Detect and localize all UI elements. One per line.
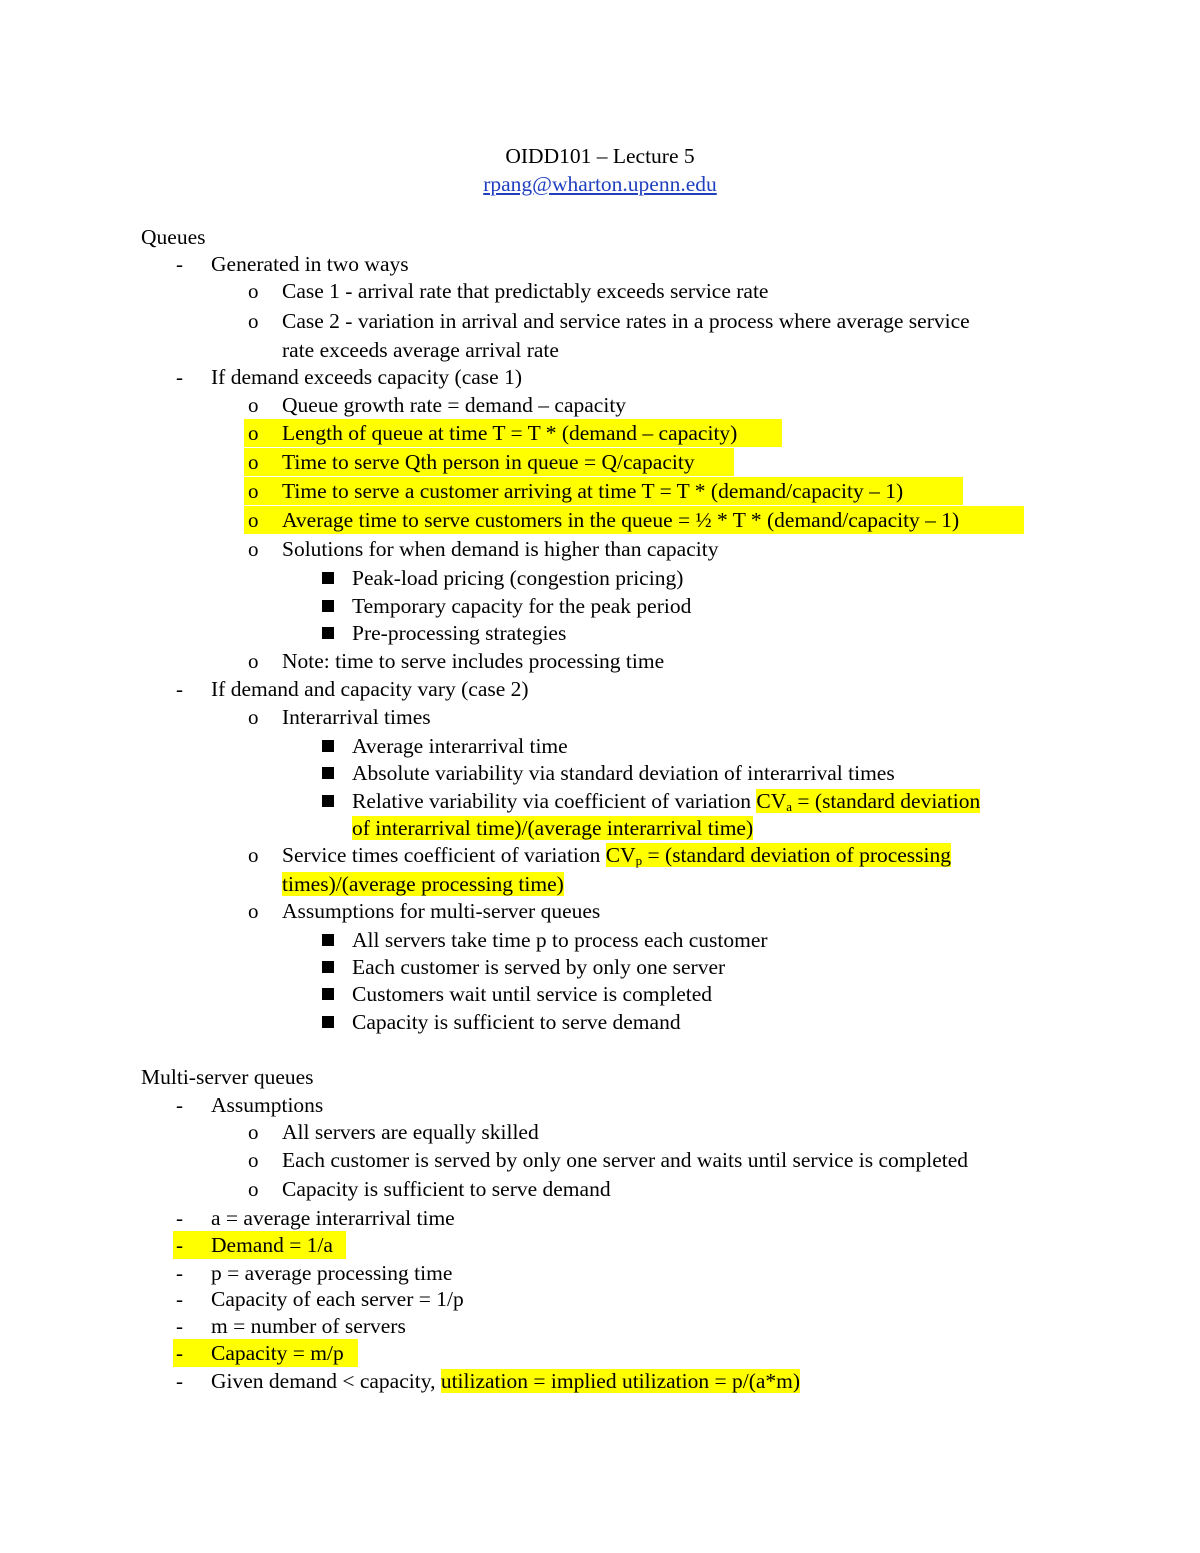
- circle-bullet: o: [248, 537, 259, 561]
- circle-bullet: o: [248, 1120, 259, 1144]
- square-bullet-icon: [322, 600, 334, 612]
- circle-bullet: o: [248, 393, 259, 417]
- circle-bullet: o: [248, 279, 259, 303]
- list-item: Absolute variability via standard deviation of interarrival times: [352, 761, 895, 785]
- dash-bullet: -: [176, 1287, 183, 1311]
- cv-processing-formula: $CV_p$ = (standard deviation of processing: [605, 843, 952, 868]
- dash-bullet: -: [176, 1233, 183, 1257]
- dash-bullet: -: [176, 1314, 183, 1338]
- circle-bullet: o: [248, 899, 259, 923]
- cv-processing-prefix: Service times coefficient of variation: [282, 843, 606, 867]
- list-item: p = average processing time: [211, 1261, 453, 1285]
- document-title: OIDD101 – Lecture 5: [505, 144, 695, 168]
- list-item: m = number of servers: [211, 1314, 406, 1338]
- list-item: Solutions for when demand is higher than capacity: [282, 537, 719, 561]
- circle-bullet: o: [248, 508, 259, 532]
- list-item: Each customer is served by only one server and waits until service is completed: [282, 1148, 969, 1172]
- list-item: If demand exceeds capacity (case 1): [211, 365, 522, 389]
- list-item: If demand and capacity vary (case 2): [211, 677, 529, 701]
- cv-arrival-formula-cont: of interarrival time)/(average interarrival time): [352, 816, 754, 840]
- square-bullet-icon: [322, 934, 334, 946]
- list-item: Generated in two ways: [211, 252, 409, 276]
- dash-bullet: -: [176, 677, 183, 701]
- square-bullet-icon: [322, 740, 334, 752]
- cv-arrival-formula: $CV_a$ = (standard deviation: [756, 789, 981, 814]
- list-item-cv-arrival: [352, 787, 980, 815]
- list-item: Pre-processing strategies: [352, 621, 567, 645]
- email-link[interactable]: rpang@wharton.upenn.edu: [483, 172, 717, 196]
- section-heading-multi-server: Multi-server queues: [141, 1065, 314, 1089]
- circle-bullet: o: [248, 479, 259, 503]
- list-item: All servers are equally skilled: [282, 1120, 539, 1144]
- dash-bullet: -: [176, 252, 183, 276]
- list-item: Each customer is served by only one server: [352, 955, 726, 979]
- circle-bullet: o: [248, 705, 259, 729]
- list-item: Average interarrival time: [352, 734, 568, 758]
- list-item-utilization: [211, 1367, 800, 1395]
- highlighted-list-item: Demand = 1/a: [211, 1233, 333, 1257]
- section-heading-queues: Queues: [141, 225, 206, 249]
- list-item: Assumptions: [211, 1093, 324, 1117]
- square-bullet-icon: [322, 1016, 334, 1028]
- dash-bullet: -: [176, 1369, 183, 1393]
- dash-bullet: -: [176, 1261, 183, 1285]
- list-item-continuation: [352, 814, 753, 842]
- square-bullet-icon: [322, 988, 334, 1000]
- list-item: Capacity is sufficient to serve demand: [282, 1177, 611, 1201]
- dash-bullet: -: [176, 1093, 183, 1117]
- list-item: All servers take time p to process each customer: [352, 928, 768, 952]
- square-bullet-icon: [322, 627, 334, 639]
- list-item-continuation: [282, 870, 564, 898]
- circle-bullet: o: [248, 309, 259, 333]
- list-item: Temporary capacity for the peak period: [352, 594, 692, 618]
- highlighted-list-item: Capacity = m/p: [211, 1341, 344, 1365]
- list-item: a = average interarrival time: [211, 1206, 455, 1230]
- list-item: Assumptions for multi-server queues: [282, 899, 601, 923]
- list-item: Customers wait until service is completed: [352, 982, 713, 1006]
- square-bullet-icon: [322, 961, 334, 973]
- cv-processing-formula-cont: times)/(average processing time): [282, 872, 564, 896]
- utilization-formula: utilization = implied utilization = p/(a*m): [440, 1369, 801, 1393]
- list-item: Case 2 - variation in arrival and service rates in a process where average service: [282, 309, 970, 333]
- highlighted-list-item: Time to serve Qth person in queue = Q/capacity: [282, 450, 695, 474]
- circle-bullet: o: [248, 450, 259, 474]
- list-item: Capacity is sufficient to serve demand: [352, 1010, 681, 1034]
- highlighted-list-item: Length of queue at time T = T * (demand – capacity): [282, 421, 738, 445]
- email-link-row: [0, 170, 1200, 198]
- list-item: Case 1 - arrival rate that predictably exceeds service rate: [282, 279, 769, 303]
- list-item: Note: time to serve includes processing time: [282, 649, 665, 673]
- list-item: Peak-load pricing (congestion pricing): [352, 566, 684, 590]
- circle-bullet: o: [248, 843, 259, 867]
- list-item-cv-processing: [282, 841, 951, 869]
- utilization-prefix: Given demand < capacity,: [211, 1369, 441, 1393]
- square-bullet-icon: [322, 767, 334, 779]
- circle-bullet: o: [248, 649, 259, 673]
- highlighted-list-item: Average time to serve customers in the queue = ½ * T * (demand/capacity – 1): [282, 508, 960, 532]
- highlighted-list-item: Time to serve a customer arriving at time T = T * (demand/capacity – 1): [282, 479, 904, 503]
- square-bullet-icon: [322, 572, 334, 584]
- list-item-continuation: rate exceeds average arrival rate: [282, 338, 559, 362]
- circle-bullet: o: [248, 1177, 259, 1201]
- circle-bullet: o: [248, 421, 259, 445]
- circle-bullet: o: [248, 1148, 259, 1172]
- list-item: Interarrival times: [282, 705, 431, 729]
- square-bullet-icon: [322, 795, 334, 807]
- dash-bullet: -: [176, 365, 183, 389]
- dash-bullet: -: [176, 1341, 183, 1365]
- list-item: Queue growth rate = demand – capacity: [282, 393, 627, 417]
- list-item: Capacity of each server = 1/p: [211, 1287, 464, 1311]
- dash-bullet: -: [176, 1206, 183, 1230]
- cv-arrival-prefix: Relative variability via coefficient of variation: [352, 789, 757, 813]
